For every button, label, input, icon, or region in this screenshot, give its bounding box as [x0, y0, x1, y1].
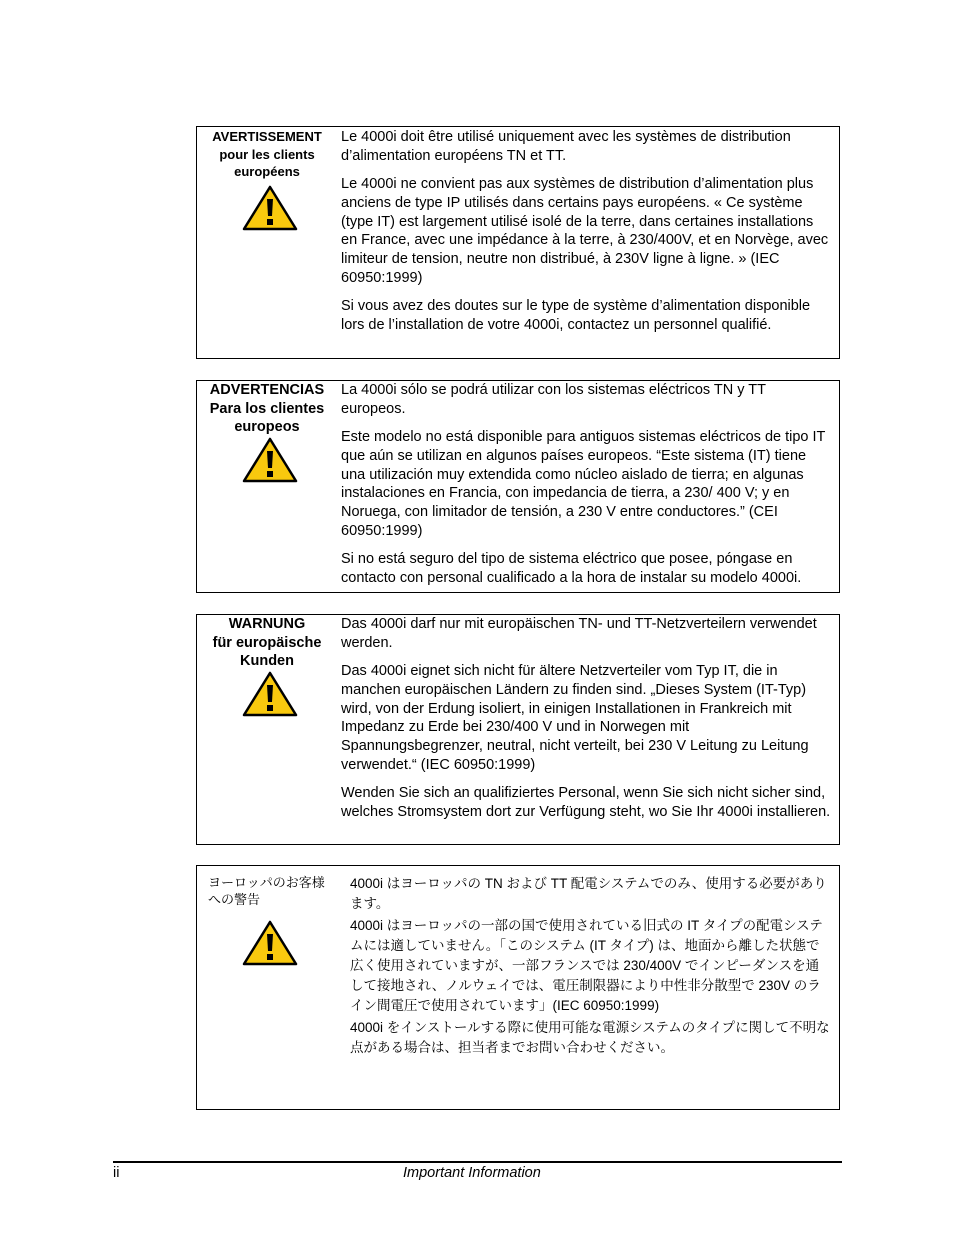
warning-box-spanish	[196, 380, 840, 593]
footer-divider	[113, 1161, 842, 1163]
warning-label-line: européens	[234, 164, 300, 179]
warning-label	[197, 615, 337, 671]
warning-label-line: pour les clients	[219, 146, 315, 162]
warning-paragraph: Le 4000i ne convient pas aux systèmes de distribution d’alimentation plus anciens de type IP utilisés dans certains pays européens. « Ce système (type IT) est largement utilisé isolé de la terre, dans certaines installations en France, avec une impédance à la terre, à 230/400V, et en Norvège, avec limiteur de tension, neutre non distribué, à 230V ligne à ligne. » (IEC 60950:1999)	[341, 176, 829, 287]
warning-box-japanese	[196, 865, 840, 1110]
warning-paragraph: Si vous avez des doutes sur le type de système d’alimentation disponible lors de l’installation de votre 4000i, contactez un personnel qualifié.	[341, 298, 811, 334]
warning-triangle-icon	[242, 185, 298, 231]
warning-text	[341, 381, 833, 597]
warning-paragraph: Si no está seguro del tipo de sistema eléctrico que posee, póngase en contacto con personal cualificado a la hora de instalar su modelo 4000i.	[341, 551, 802, 587]
warning-label-line: Kunden	[240, 653, 294, 669]
warning-label	[197, 128, 337, 181]
footer-title: Important Information	[403, 1165, 541, 1181]
warning-box-german	[196, 614, 840, 845]
warning-label-line: Para los clientes	[209, 400, 325, 417]
warning-paragraph: 4000i はヨーロッパの一部の国で使用されている旧式の IT タイプの配電システムには適していません。「このシステム (IT タイプ) は、地面から離した状態で広く使用されていますが、一部フランスでは 230/400V でインピーダンスを通して接地され、ノルウェイでは、電圧制限器により中性非分散型で 230V のライン間電圧で使用されています」(IEC 60950:1999)	[350, 918, 823, 1013]
warning-paragraph: 4000i はヨーロッパの TN および TT 配電システムでのみ、使用する必要があります。	[350, 876, 827, 911]
warning-label-line: für europäische	[212, 634, 322, 651]
warning-paragraph: Le 4000i doit être utilisé uniquement avec les systèmes de distribution d’alimentation européens TN et TT.	[341, 129, 791, 164]
warning-paragraph: Das 4000i darf nur mit europäischen TN- und TT-Netzverteilern verwendet werden.	[341, 616, 817, 651]
warning-paragraph: Das 4000i eignet sich nicht für ältere Netzverteiler vom Typ IT, die in manchen europäischen Ländern zu finden sind. „Dieses System (IT-Typ) wird, von der Erdung isoliert, in einigen Installationen in Frankreich mit Impedanz zu Erde bei 230/400 V und in Norwegen mit Spannungsbegrenzer, neutral, nicht verteilt, bei 230 V Leitung zu Leitung verwendet.“ (IEC 60950:1999)	[341, 663, 809, 774]
warning-triangle-icon	[242, 920, 298, 966]
warning-label-line: AVERTISSEMENT	[212, 129, 322, 144]
warning-label	[197, 381, 337, 437]
warning-text	[341, 128, 833, 344]
warning-label	[208, 874, 333, 908]
warning-paragraph: Este modelo no está disponible para antiguos sistemas eléctricos de tipo IT que aún se utilizan en algunos países europeos. “Este sistema (IT) tiene una utilización muy extendida como núcleo aislado de tierra; en algunas instalaciones en Francia, con impedancia de tierra, a 230/ 400 V; y en Noruega, con limitador de tensión, a 230 V entre conductores.” (CEI 60950:1999)	[341, 429, 826, 540]
warning-label-line: europeos	[234, 419, 300, 435]
warning-text	[350, 874, 831, 1060]
warning-paragraph: Wenden Sie sich an qualifiziertes Personal, wenn Sie sich nicht sicher sind, welches Stromsystem dort zur Verfügung steht, wo Sie Ihr 4000i installieren.	[341, 785, 831, 821]
page-number: ii	[113, 1165, 120, 1181]
warning-label-line: ADVERTENCIAS	[209, 382, 325, 398]
warning-label-line: ヨーロッパのお客様への警告	[208, 875, 325, 907]
warning-box-french	[196, 126, 840, 359]
warning-text	[341, 615, 833, 831]
warning-triangle-icon	[242, 671, 298, 717]
warning-triangle-icon	[242, 437, 298, 483]
warning-paragraph: 4000i をインストールする際に使用可能な電源システムのタイプに関して不明な点がある場合は、担当者までお問い合わせください。	[350, 1020, 830, 1055]
warning-paragraph: La 4000i sólo se podrá utilizar con los sistemas eléctricos TN y TT europeos.	[341, 382, 766, 417]
warning-label-line: WARNUNG	[228, 616, 306, 632]
